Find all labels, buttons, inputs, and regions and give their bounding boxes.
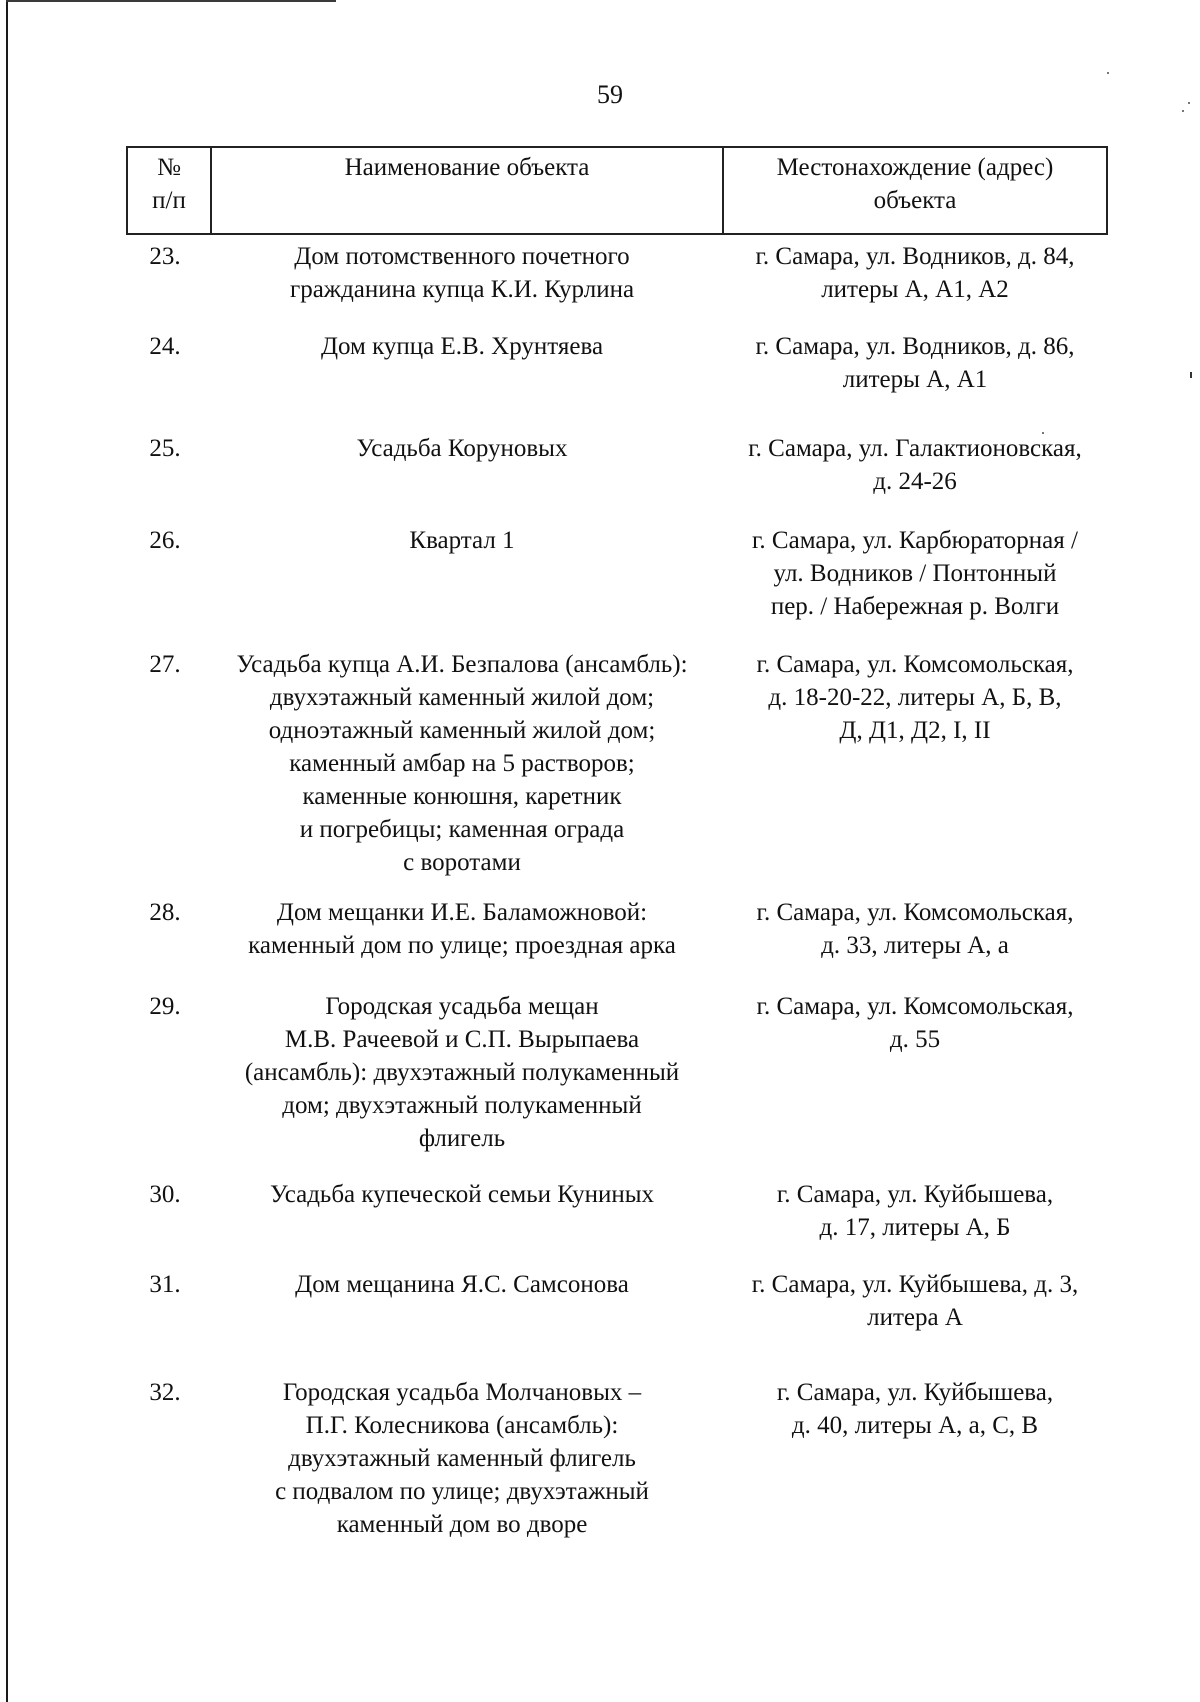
row-address: г. Самара, ул. Водников, д. 84, литеры А, А1, А2 — [755, 243, 1075, 303]
header-address: Местонахождение (адрес) объекта — [776, 154, 1054, 214]
row-num: 23. — [149, 243, 181, 270]
scan-speck — [1190, 372, 1192, 378]
row-num: 28. — [149, 899, 181, 926]
row-num: 25. — [149, 435, 181, 462]
header-num: № п/п — [152, 154, 186, 214]
scan-speck — [1182, 110, 1184, 112]
row-name: Дом мещанина Я.С. Самсонова — [295, 1271, 629, 1298]
row-address: г. Самара, ул. Карбюраторная / ул. Водников / Понтонный пер. / Набережная р. Волги — [752, 527, 1078, 620]
row-address: г. Самара, ул. Комсомольская, д. 33, литеры А, а — [756, 899, 1074, 959]
row-num: 29. — [149, 993, 181, 1020]
row-address: г. Самара, ул. Куйбышева, д. 40, литеры А, а, С, В — [776, 1379, 1054, 1439]
row-address: г. Самара, ул. Галактионовская, д. 24-26 — [748, 435, 1082, 495]
row-address: г. Самара, ул. Комсомольская, д. 18-20-22, литеры А, Б, В, Д, Д1, Д2, I, II — [756, 651, 1074, 744]
scan-speck — [1107, 72, 1109, 74]
row-num: 24. — [149, 333, 181, 360]
row-address: г. Самара, ул. Куйбышева, д. 3, литера А — [751, 1271, 1079, 1331]
row-name: Усадьба Коруновых — [356, 435, 568, 462]
row-name: Усадьба купца А.И. Безпалова (ансамбль): двухэтажный каменный жилой дом; одноэтажный каменный жилой дом; каменный амбар на 5 растворов; каменные конюшня, каретник и погребицы; каменная ограда с воротами — [236, 651, 688, 876]
row-address: г. Самара, ул. Куйбышева, д. 17, литеры А, Б — [776, 1181, 1054, 1241]
row-num: 31. — [149, 1271, 181, 1298]
scan-speck — [1188, 102, 1190, 104]
row-name: Дом купца Е.В. Хрунтяева — [320, 333, 604, 360]
row-name: Усадьба купеческой семьи Куниных — [270, 1181, 654, 1208]
table-header — [126, 146, 1108, 235]
header-name: Наименование объекта — [344, 154, 590, 181]
row-name: Дом мещанки И.Е. Баламожновой: каменный дом по улице; проездная арка — [248, 899, 676, 959]
row-num: 32. — [149, 1379, 181, 1406]
scan-edge-left — [6, 0, 8, 1702]
row-num: 27. — [149, 651, 181, 678]
page-number: 59 — [597, 80, 623, 109]
row-name: Городская усадьба Молчановых – П.Г. Колесникова (ансамбль): двухэтажный каменный флигель с подвалом по улице; двухэтажный каменный дом во дворе — [275, 1379, 649, 1538]
row-name: Дом потомственного почетного гражданина купца К.И. Курлина — [289, 243, 635, 303]
row-address: г. Самара, ул. Комсомольская, д. 55 — [756, 993, 1074, 1053]
row-name: Городская усадьба мещан М.В. Рачеевой и С.П. Вырыпаева (ансамбль): двухэтажный полукаменный дом; двухэтажный полукаменный флигель — [244, 993, 680, 1152]
row-name: Квартал 1 — [409, 527, 515, 554]
scan-edge-top — [6, 0, 336, 2]
row-address: г. Самара, ул. Водников, д. 86, литеры А, А1 — [755, 333, 1075, 393]
row-num: 30. — [149, 1181, 181, 1208]
row-num: 26. — [149, 527, 181, 554]
